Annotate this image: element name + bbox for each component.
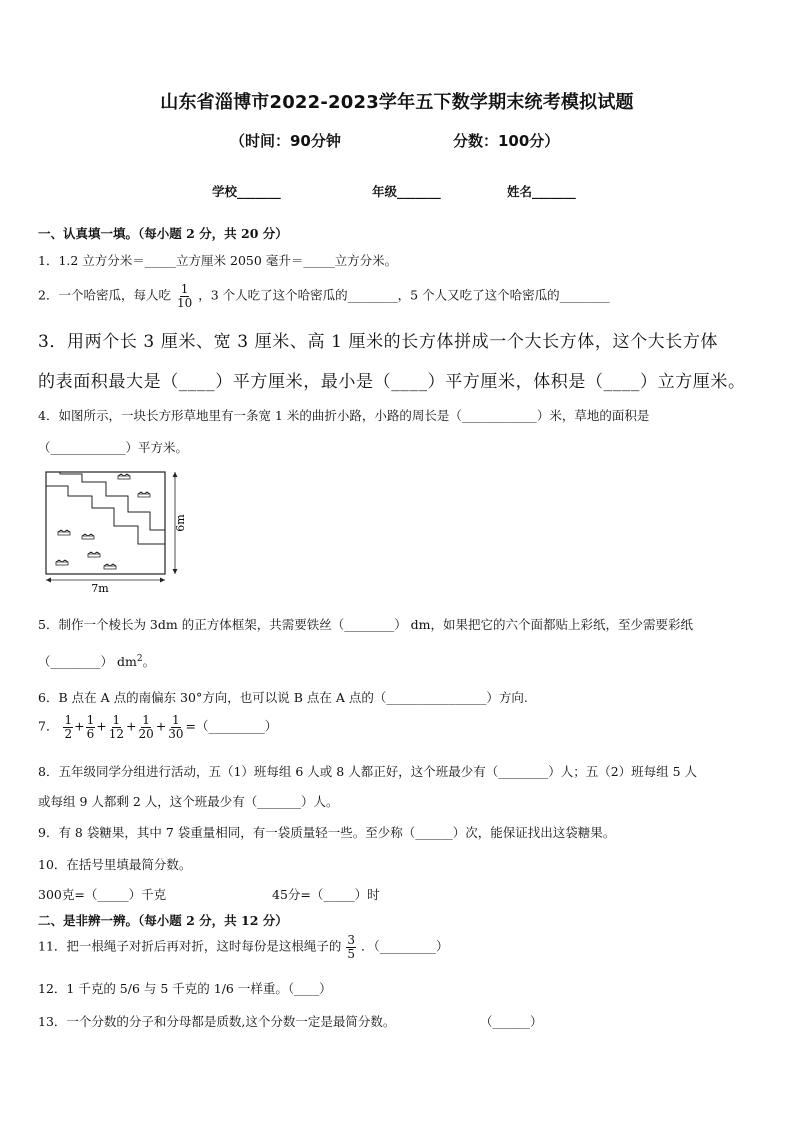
plus-sign: + bbox=[125, 718, 137, 734]
fraction-denominator: 2 bbox=[64, 726, 73, 741]
fraction-denominator: 12 bbox=[108, 726, 124, 741]
plus-sign: + bbox=[155, 718, 167, 734]
fraction-denominator: 20 bbox=[138, 726, 154, 741]
question-9: 9．有 8 袋糖果，其中 7 袋重量相同，有一袋质量轻一些。至少称（______）次，能保证找出这袋糖果。 bbox=[38, 825, 616, 840]
question-5-text: （________） dm bbox=[38, 654, 137, 669]
question-11-text-a: 11．把一根绳子对折后再对折，这时每份是这根绳子的 bbox=[38, 938, 342, 954]
width-label: 7m bbox=[91, 582, 109, 595]
question-10-sub-1: 300克=（_____）千克 bbox=[38, 887, 167, 902]
fraction-numerator: 1 bbox=[86, 713, 95, 727]
question-12: 12．1 千克的 5/6 与 5 千克的 1/6 一样重。（____） bbox=[38, 981, 332, 996]
fraction-denominator: 10 bbox=[176, 295, 193, 310]
question-11 bbox=[38, 934, 449, 960]
question-5-end: 。 bbox=[142, 654, 156, 669]
fraction-numerator: 1 bbox=[180, 282, 189, 296]
grade-field[interactable]: 年级_______ bbox=[372, 184, 441, 199]
question-7-suffix: =（_________） bbox=[185, 718, 278, 734]
question-5-line-1: 5．制作一个棱长为 3dm 的正方体框架，共需要铁丝（________） dm，如果把它的六个面都贴上彩纸，至少需要彩纸 bbox=[38, 617, 694, 632]
question-3-line-2: 的表面积最大是（____）平方厘米，最小是（____）平方厘米，体积是（____）立方厘米。 bbox=[38, 372, 746, 392]
section-heading-1: 一、认真填一填。（每小题 2 分，共 20 分） bbox=[38, 226, 288, 241]
question-13: 13．一个分数的分子和分母都是质数,这个分数一定是最简分数。 bbox=[38, 1014, 396, 1029]
page-title: 山东省淄博市2022-2023学年五下数学期末统考模拟试题 bbox=[160, 92, 634, 113]
plus-sign: + bbox=[96, 718, 107, 734]
question-7 bbox=[38, 714, 277, 740]
height-label: 6m bbox=[174, 514, 187, 532]
question-7-prefix: 7． bbox=[38, 718, 59, 734]
exam-score: 分数：100分） bbox=[453, 132, 560, 150]
fraction bbox=[63, 714, 73, 740]
lawn-path-figure bbox=[38, 468, 188, 596]
question-13-blank[interactable]: （______） bbox=[480, 1014, 543, 1029]
fraction-denominator: 30 bbox=[168, 726, 184, 741]
question-5-line-2 bbox=[38, 652, 155, 670]
question-4-line-2: （____________）平方米。 bbox=[38, 440, 189, 455]
fraction-numerator: 1 bbox=[64, 713, 73, 727]
fraction-numerator: 1 bbox=[172, 713, 180, 727]
question-4-line-1: 4．如图所示，一块长方形草地里有一条宽 1 米的曲折小路，小路的周长是（____________）米，草地的面积是 bbox=[38, 408, 650, 423]
question-10: 10．在括号里填最简分数。 bbox=[38, 857, 192, 872]
fraction-denominator: 6 bbox=[86, 726, 95, 741]
fraction bbox=[346, 934, 356, 960]
grass-icons bbox=[56, 474, 150, 569]
question-2-text-a: 2．一个哈密瓜，每人吃 bbox=[38, 287, 171, 303]
plus-sign: + bbox=[74, 718, 85, 734]
fraction-numerator: 1 bbox=[142, 713, 150, 727]
question-2 bbox=[38, 283, 610, 309]
question-10-sub-2: 45分=（_____）时 bbox=[272, 887, 380, 902]
question-11-text-b: ．（_________） bbox=[361, 938, 449, 954]
fraction bbox=[176, 283, 193, 309]
question-8-line-1: 8．五年级同学分组进行活动，五（1）班每组 6 人或 8 人都正好，这个班最少有（________）人；五（2）班每组 5 人 bbox=[38, 764, 698, 779]
question-8-line-2: 或每组 9 人都剩 2 人，这个班最少有（_______）人。 bbox=[38, 794, 339, 809]
question-1: 1．1.2 立方分米＝_____立方厘米 2050 毫升＝_____立方分米。 bbox=[38, 253, 398, 268]
section-heading-2: 二、是非辨一辨。（每小题 2 分，共 12 分） bbox=[38, 913, 288, 928]
superscript: 2 bbox=[136, 653, 143, 664]
fraction bbox=[86, 714, 96, 740]
school-field[interactable]: 学校_______ bbox=[212, 184, 281, 199]
question-6: 6．B 点在 A 点的南偏东 30°方向，也可以说 B 点在 A 点的（________________）方向. bbox=[38, 690, 528, 705]
fraction-denominator: 5 bbox=[347, 946, 356, 961]
exam-time: （时间：90分钟 bbox=[230, 132, 341, 150]
path-edge-upper bbox=[60, 472, 165, 530]
fraction bbox=[137, 714, 154, 740]
fraction-numerator: 3 bbox=[347, 933, 356, 947]
question-2-text-b: ，3 个人吃了这个哈密瓜的________，5 个人又吃了这个哈密瓜的________ bbox=[198, 287, 610, 303]
name-field[interactable]: 姓名_______ bbox=[507, 184, 576, 199]
fraction bbox=[167, 714, 184, 740]
fraction bbox=[108, 714, 125, 740]
question-3-line-1: 3．用两个长 3 厘米、宽 3 厘米、高 1 厘米的长方体拼成一个大长方体，这个大长方体 bbox=[38, 332, 719, 352]
fraction-numerator: 1 bbox=[112, 713, 121, 727]
